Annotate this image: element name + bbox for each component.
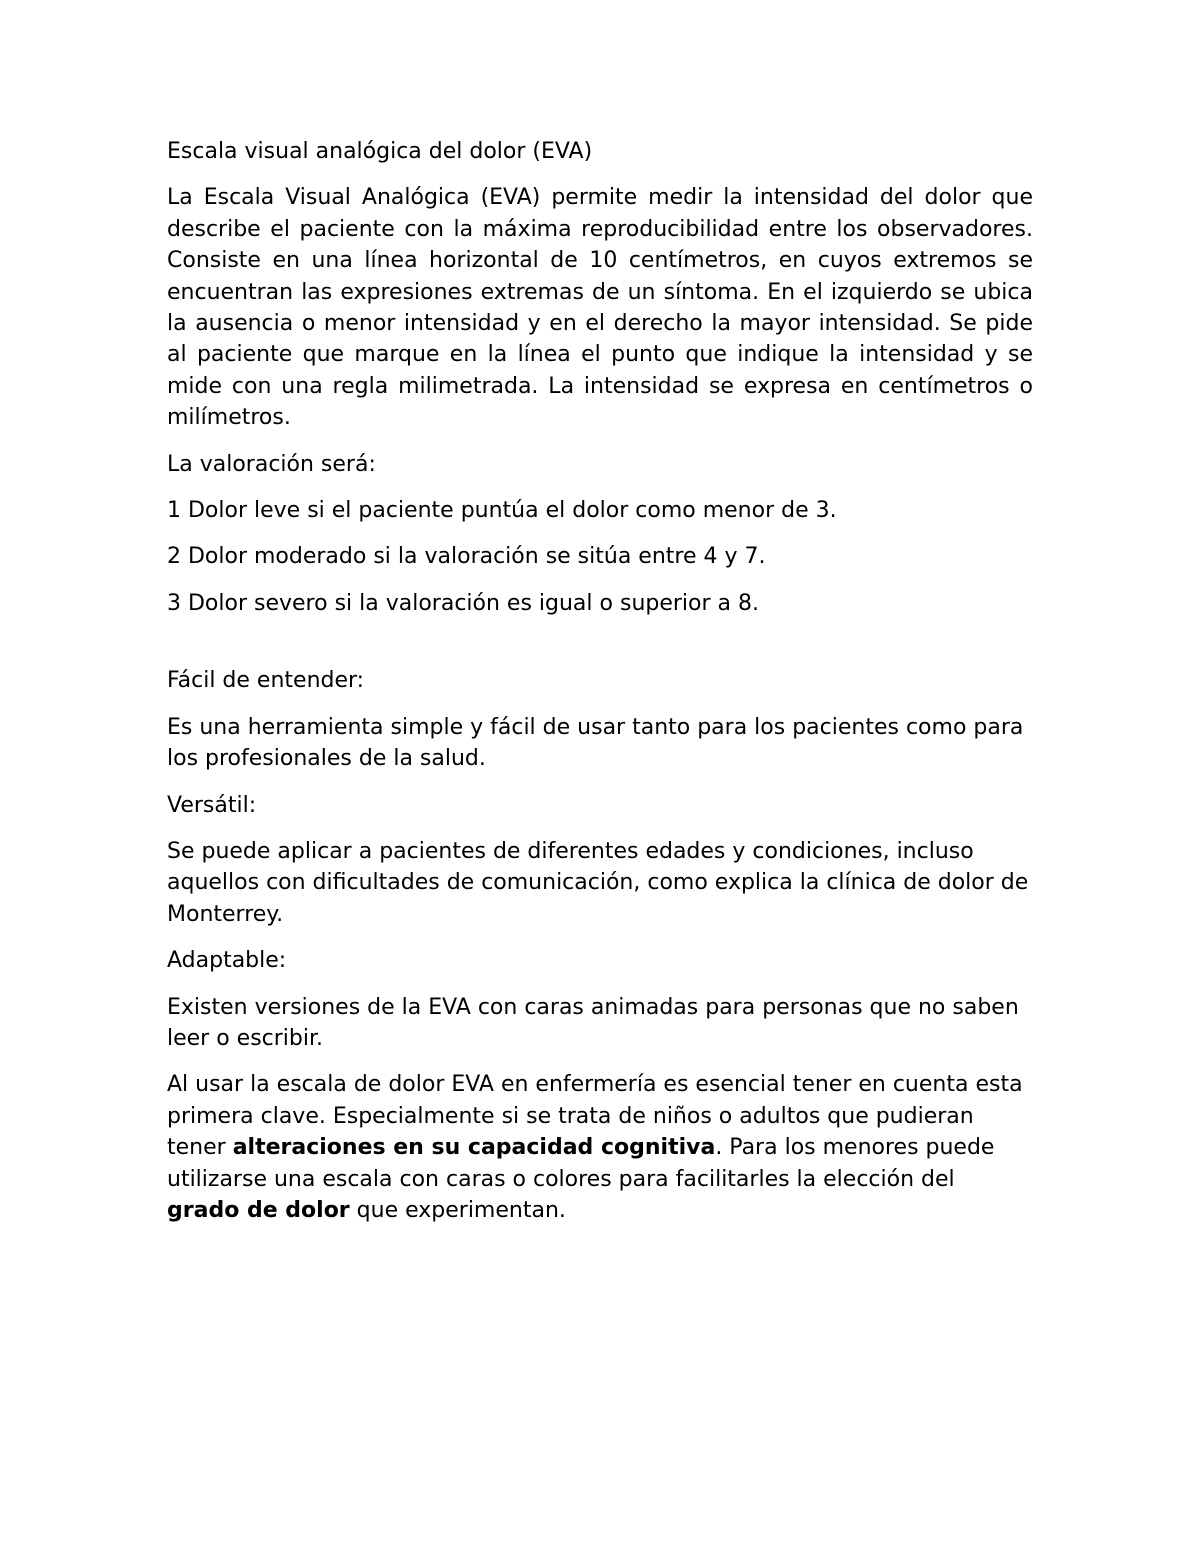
section-heading-versatile: Versátil: (167, 792, 257, 818)
closing-text-3: que experimentan. (349, 1197, 566, 1223)
section-body-adaptable: Existen versiones de la EVA con caras animadas para personas que no saben leer o escribir. (167, 994, 1019, 1051)
closing-text-2: . Para los menores puede utilizarse una escala con caras o colores para facilitarles la elección del (167, 1135, 995, 1192)
section-heading-adaptable: Adaptable: (167, 948, 287, 974)
closing-bold-cognitive: alteraciones en su capacidad cognitiva (232, 1135, 716, 1161)
closing-bold-pain-degree: grado de dolor (167, 1197, 350, 1223)
valuation-item-moderate: 2 Dolor moderado si la valoración se sitúa entre 4 y 7. (167, 544, 766, 570)
valuation-item-severe: 3 Dolor severo si la valoración es igual o superior a 8. (167, 590, 760, 616)
document-title: Escala visual analógica del dolor (EVA) (167, 139, 593, 164)
section-body-versatile: Se puede aplicar a pacientes de diferentes edades y condiciones, incluso aquellos con dificultades de comunicación, como explica la clínica de dolor de Monterrey. (167, 838, 1029, 927)
document-page (167, 136, 1033, 1241)
closing-text-1: Al usar la escala de dolor EVA en enfermería es esencial tener en cuenta esta primera clave. Especialmente si se trata de niños o adultos que pudieran tener (167, 1072, 1023, 1161)
valuation-heading: La valoración será: (167, 451, 376, 477)
blank-line (167, 634, 1033, 665)
section-body-easy: Es una herramienta simple y fácil de usar tanto para los pacientes como para los profesionales de la salud. (167, 714, 1024, 772)
valuation-item-mild: 1 Dolor leve si el paciente puntúa el dolor como menor de 3. (167, 498, 837, 524)
intro-paragraph: La Escala Visual Analógica (EVA) permite medir la intensidad del dolor que describe el paciente con la máxima reproducibilidad entre los observadores. Consiste en una línea horizontal de 10 centímetros, en cuyos extremos se encuentran las expresiones extremas de un síntoma. En el izquierdo se ubica la ausencia o menor intensidad y en el derecho la mayor intensidad. Se pide al paciente que marque en la línea el punto que indique la intensidad y se mide con una regla milimetrada. La intensidad se expresa en centímetros o milímetros. (167, 185, 1033, 431)
closing-paragraph (167, 1069, 1033, 1226)
section-heading-easy: Fácil de entender: (167, 668, 365, 694)
